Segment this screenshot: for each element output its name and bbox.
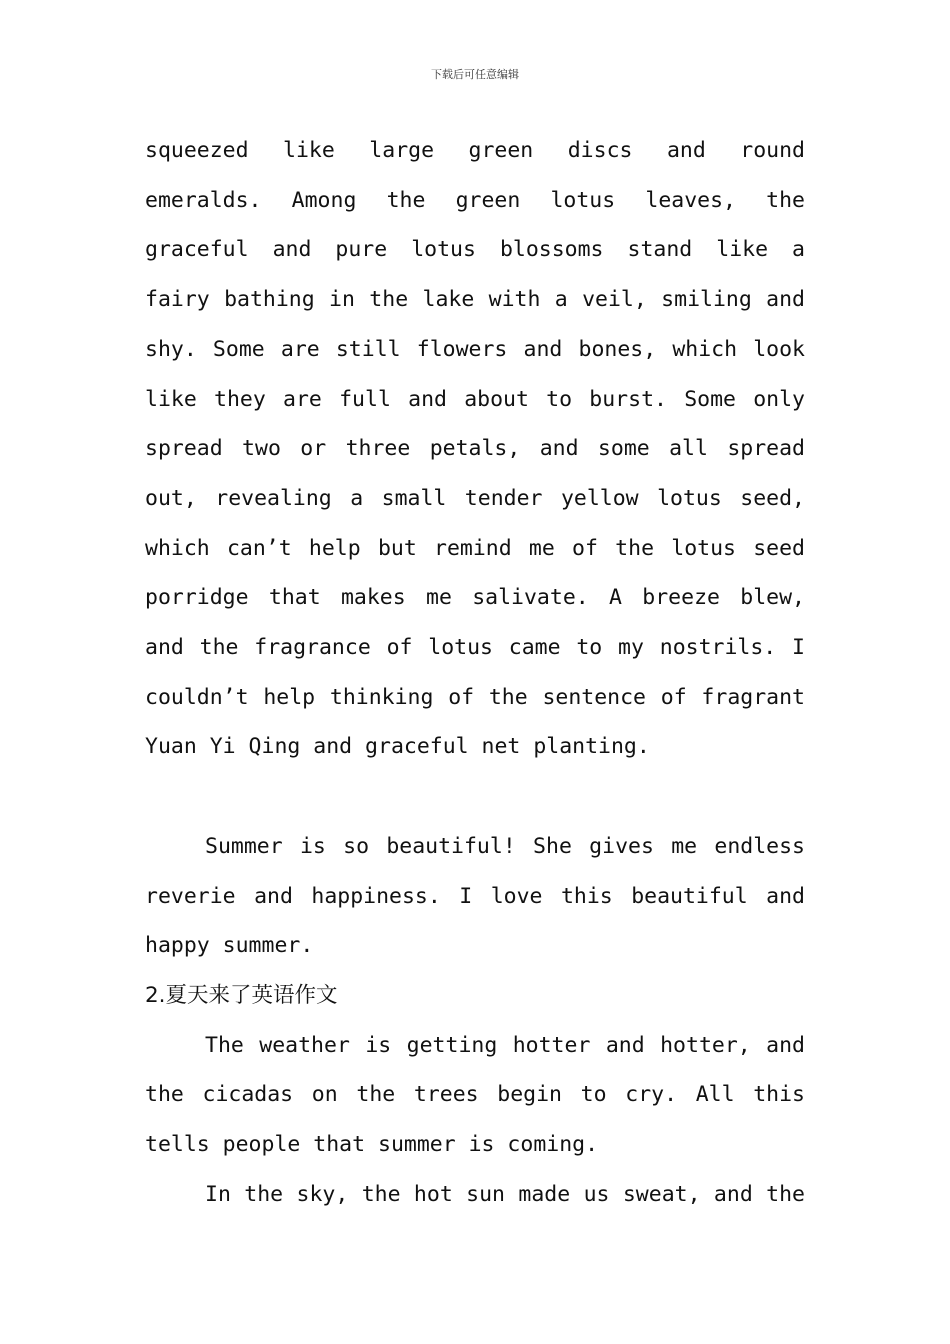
document-body: [145, 126, 805, 1219]
paragraph-summer-beautiful: Summer is so beautiful! She gives me endless reverie and happiness. I love this beautiful and happy summer.: [145, 833, 805, 959]
paragraph-spacer: [145, 772, 805, 822]
section-heading: 2.夏天来了英语作文: [145, 982, 338, 1008]
paragraph-weather: The weather is getting hotter and hotter, and the cicadas on the trees begin to cry. All this tells people that summer is coming.: [145, 1032, 805, 1158]
paragraph-sky: In the sky, the hot sun made us sweat, and the: [205, 1181, 805, 1207]
page-header: 下载后可任意编辑: [431, 68, 519, 81]
paragraph-lotus: squeezed like large green discs and round emeralds. Among the green lotus leaves, the graceful and pure lotus blossoms stand like a fairy bathing in the lake with a veil, smiling and shy. Some are still flowers and bones, which look like they are full and about to burst. Some only spread two or three petals, and some all spread out, revealing a small tender yellow lotus seed, which can’t help but remind me of the lotus seed porridge that makes me salivate. A breeze blew, and the fragrance of lotus came to my nostrils. I couldn’t help thinking of the sentence of fragrant Yuan Yi Qing and graceful net planting.: [145, 138, 805, 760]
